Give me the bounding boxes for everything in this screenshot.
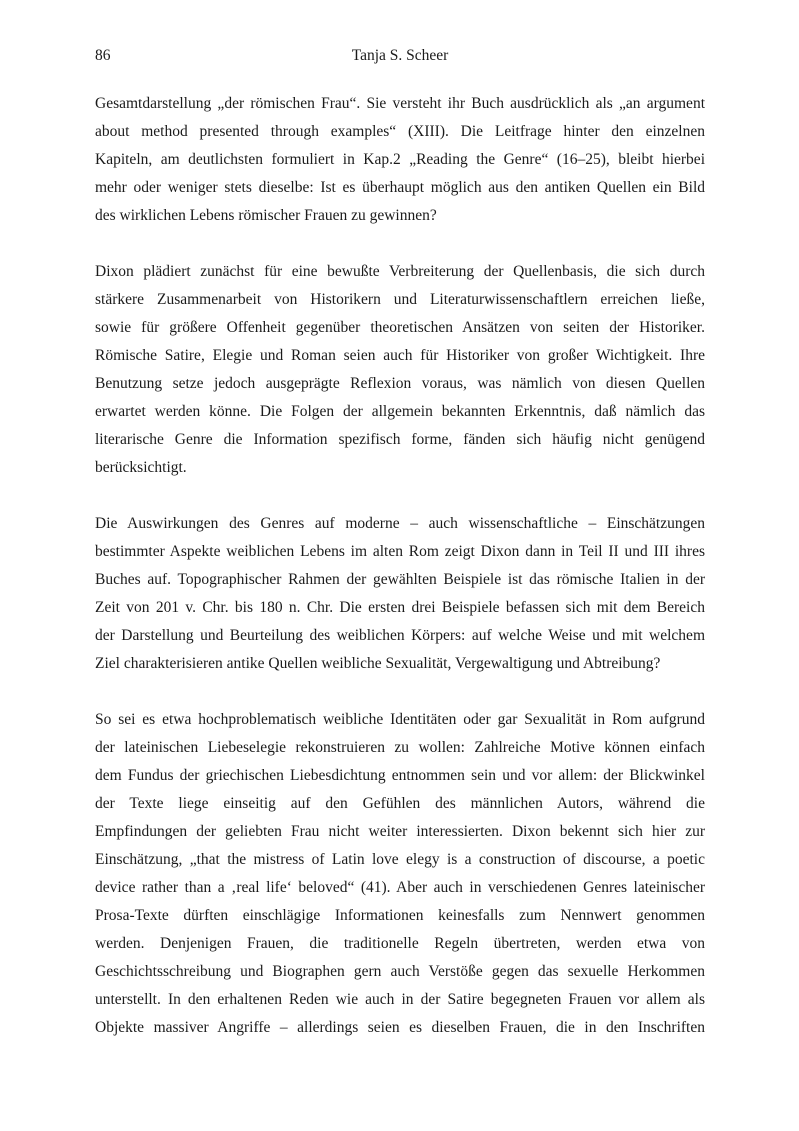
text-line: literarische Genre die Information spezifisch forme, fänden sich häufig nicht genügend: [95, 431, 705, 448]
text-line: der Darstellung und Beurteilung des weiblichen Körpers: auf welche Weise und mit welchem: [95, 627, 705, 644]
text-line: device rather than a ‚real life‘ beloved“ (41). Aber auch in verschiedenen Genres lateinischer: [95, 879, 705, 896]
text-line: unterstellt. In den erhaltenen Reden wie auch in der Satire begegneten Frauen vor allem als: [95, 991, 705, 1008]
text-line: der Texte liege einseitig auf den Gefühlen des männlichen Autors, während die: [95, 795, 705, 812]
text-line: Zeit von 201 v. Chr. bis 180 n. Chr. Die ersten drei Beispiele befassen sich mit dem Bereich: [95, 599, 705, 616]
body-text: [95, 90, 705, 1070]
text-line: der lateinischen Liebeselegie rekonstruieren zu wollen: Zahlreiche Motive können einfach: [95, 739, 705, 756]
text-line: Empfindungen der geliebten Frau nicht weiter interessierten. Dixon bekennt sich hier zur: [95, 823, 705, 840]
text-line: Prosa-Texte dürften einschlägige Informationen keinesfalls zum Nennwert genommen: [95, 907, 705, 924]
page-header: [95, 42, 705, 70]
text-line: mehr oder weniger stets dieselbe: Ist es überhaupt möglich aus den antiken Quellen ein Bild: [95, 179, 705, 196]
text-line: Gesamtdarstellung „der römischen Frau“. Sie versteht ihr Buch ausdrücklich als „an argument: [95, 95, 705, 112]
text-line: bestimmter Aspekte weiblichen Lebens im alten Rom zeigt Dixon dann in Teil II und III ihres: [95, 543, 705, 560]
text-line: about method presented through examples“ (XIII). Die Leitfrage hinter den einzelnen: [95, 123, 705, 140]
text-line: Einschätzung, „that the mistress of Latin love elegy is a construction of discourse, a poetic: [95, 851, 705, 868]
text-line: werden. Denjenigen Frauen, die traditionelle Regeln übertreten, werden etwa von: [95, 935, 705, 952]
text-line: des wirklichen Lebens römischer Frauen zu gewinnen?: [95, 207, 437, 224]
text-line: sowie für größere Offenheit gegenüber theoretischen Ansätzen von seiten der Historiker.: [95, 319, 705, 336]
page-number: 86: [95, 47, 111, 64]
text-line: Ziel charakterisieren antike Quellen weibliche Sexualität, Vergewaltigung und Abtreibung?: [95, 655, 661, 672]
text-line: Kapiteln, am deutlichsten formuliert in Kap.2 „Reading the Genre“ (16–25), bleibt hierbei: [95, 151, 705, 168]
text-line: Buches auf. Topographischer Rahmen der gewählten Beispiele ist das römische Italien in der: [95, 571, 705, 588]
text-line: So sei es etwa hochproblematisch weibliche Identitäten oder gar Sexualität in Rom aufgrund: [95, 711, 705, 728]
text-line: stärkere Zusammenarbeit von Historikern und Literaturwissenschaftlern erreichen ließe,: [95, 291, 705, 308]
text-line: dem Fundus der griechischen Liebesdichtung entnommen sein und vor allem: der Blickwinkel: [95, 767, 705, 784]
paragraph: [95, 258, 705, 482]
text-line: erwartet werden könne. Die Folgen der allgemein bekannten Erkenntnis, daß nämlich das: [95, 403, 705, 420]
text-line: Benutzung setze jedoch ausgeprägte Reflexion voraus, was nämlich von diesen Quellen: [95, 375, 705, 392]
paragraph: [95, 510, 705, 678]
paragraph: [95, 90, 705, 230]
paragraph: [95, 706, 705, 1042]
text-line: Dixon plädiert zunächst für eine bewußte Verbreiterung der Quellenbasis, die sich durch: [95, 263, 705, 280]
text-line: Geschichtsschreibung und Biographen gern auch Verstöße gegen das sexuelle Herkommen: [95, 963, 705, 980]
text-line: berücksichtigt.: [95, 459, 187, 476]
running-head: Tanja S. Scheer: [351, 47, 449, 64]
text-line: Die Auswirkungen des Genres auf moderne – auch wissenschaftliche – Einschätzungen: [95, 515, 705, 532]
text-line: Objekte massiver Angriffe – allerdings seien es dieselben Frauen, die in den Inschriften: [95, 1019, 705, 1036]
text-line: Römische Satire, Elegie und Roman seien auch für Historiker von großer Wichtigkeit. Ihre: [95, 347, 705, 364]
